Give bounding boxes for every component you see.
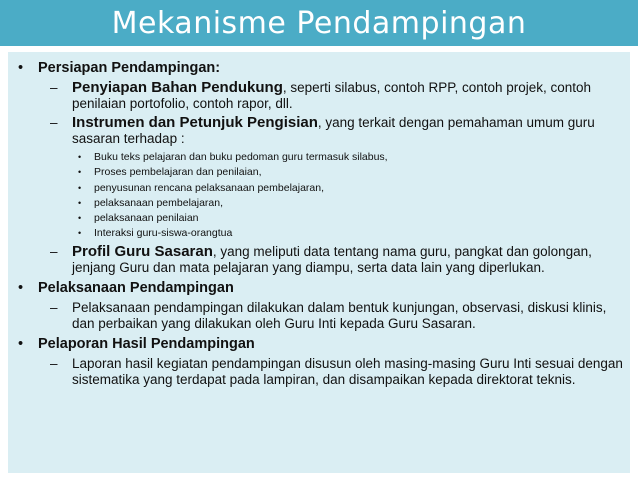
slide-content	[8, 52, 630, 473]
slide-title: Mekanisme Pendampingan	[111, 5, 527, 41]
list-item-pelaksanaan	[14, 300, 624, 332]
bullet-icon: •	[78, 213, 82, 224]
sub-item-text: Buku teks pelajaran dan buku pedoman guru termasuk silabus,	[94, 151, 388, 163]
item-text: , seperti silabus, contoh RPP, contoh projek, contoh penilaian portofolio, contoh rapor, dll.	[72, 80, 592, 111]
section-heading-pelaksanaan	[14, 280, 624, 297]
sub-item-text: pelaksanaan penilaian	[94, 212, 199, 225]
bullet-icon: •	[18, 279, 24, 296]
title-bar	[0, 0, 638, 46]
dash-icon: –	[50, 80, 58, 95]
sub-list-item	[14, 150, 624, 165]
list-item-profil-guru	[14, 244, 624, 276]
bullet-icon: •	[78, 182, 82, 193]
item-strong-text: Penyiapan Bahan Pendukung	[72, 79, 283, 96]
sub-list-item	[14, 196, 624, 211]
dash-icon: –	[50, 115, 58, 130]
dash-icon: –	[50, 355, 58, 371]
item-strong-text: Instrumen dan Petunjuk Pengisian	[72, 114, 318, 131]
section-heading-text: Pelaporan Hasil Pendampingan	[38, 335, 255, 352]
item-text: Pelaksanaan pendampingan dilakukan dalam bentuk kunjungan, observasi, diskusi klinis, dan perbaikan yang dilakukan oleh Guru Inti kepada Guru Sasaran.	[72, 299, 607, 331]
item-text: , yang terkait dengan pemahaman umum guru sasaran terhadap :	[72, 115, 595, 146]
sub-item-text: Interaksi guru-siswa-orangtua	[94, 227, 233, 240]
bullet-icon: •	[18, 60, 24, 76]
list-item-pelaporan	[14, 356, 624, 388]
sub-list-item	[14, 211, 624, 226]
sub-list-item	[14, 181, 624, 196]
list-item-instrumen	[14, 115, 624, 147]
bullet-icon: •	[18, 335, 24, 352]
bullet-icon: •	[78, 152, 82, 162]
bullet-icon: •	[78, 167, 82, 178]
sub-item-text: Proses pembelajaran dan penilaian,	[94, 166, 262, 179]
dash-icon: –	[50, 299, 58, 315]
item-text: , yang meliputi data tentang nama guru, pangkat dan golongan, jenjang Guru dan mata pelajaran yang diampu, serta data lain yang diperlukan.	[72, 243, 592, 275]
section-heading-text: Pelaksanaan Pendampingan	[38, 279, 234, 296]
sub-list-item	[14, 226, 624, 241]
sub-item-text: pelaksanaan pembelajaran,	[94, 196, 224, 209]
dash-icon: –	[50, 243, 58, 259]
list-item-bahan-pendukung	[14, 80, 624, 112]
bullet-icon: •	[78, 197, 82, 208]
sub-list-item	[14, 165, 624, 180]
sub-item-text: penyusunan rencana pelaksanaan pembelajaran,	[94, 181, 325, 194]
item-strong-text: Profil Guru Sasaran	[72, 242, 213, 260]
item-text: Laporan hasil kegiatan pendampingan disusun oleh masing-masing Guru Inti sesuai dengan sistematika yang terdapat pada lampiran, dan disampaikan kepada direktorat teknis.	[72, 355, 623, 387]
section-heading-persiapan	[14, 60, 624, 77]
section-heading-text: Persiapan Pendampingan:	[38, 60, 221, 76]
bullet-icon: •	[78, 228, 82, 239]
section-heading-pelaporan	[14, 336, 624, 353]
